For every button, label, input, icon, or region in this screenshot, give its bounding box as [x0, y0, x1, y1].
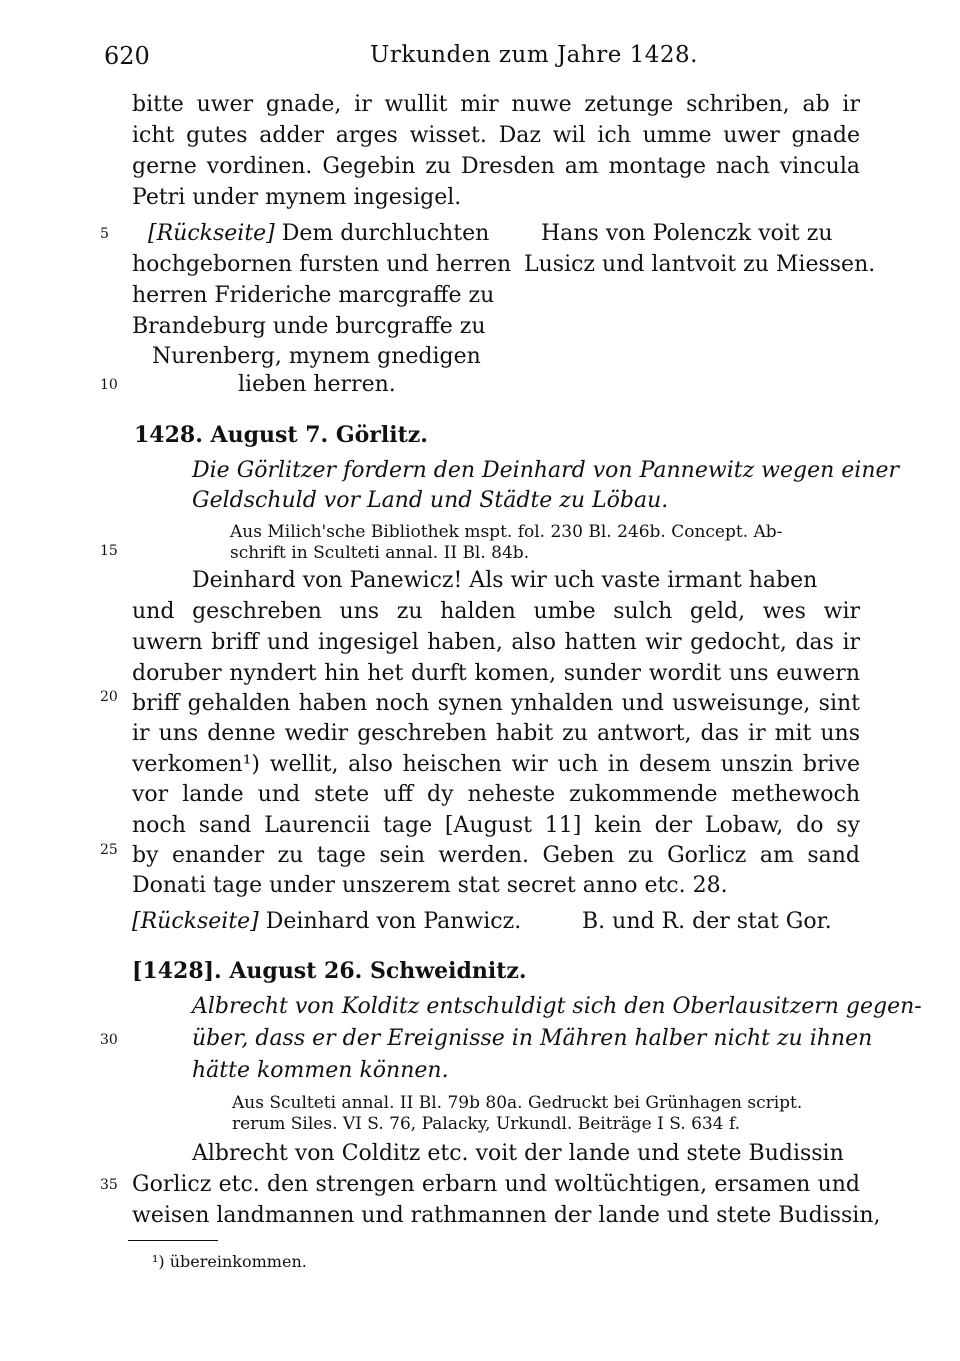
document-summary: Die Görlitzer fordern den Deinhard von Pannewitz wegen einer	[192, 458, 900, 483]
text-line: gerne vordinen. Gegebin zu Dresden am montage nach vincula	[132, 154, 860, 179]
address-line: [Rückseite] Dem durchluchten	[148, 221, 490, 246]
address-line: herren Frideriche marcgraffe zu	[132, 283, 495, 308]
line-number: 15	[100, 543, 118, 559]
line-number: 25	[100, 842, 118, 858]
document-heading: 1428. August 7. Görlitz.	[134, 422, 428, 448]
text-line: weisen landmannen und rathmannen der lande und stete Budissin,	[132, 1203, 881, 1228]
footnote-rule	[128, 1240, 218, 1241]
text-line: icht gutes adder arges wisset. Daz wil ich umme uwer gnade	[132, 123, 860, 148]
footnote: ¹) übereinkommen.	[152, 1252, 307, 1271]
running-title: Urkunden zum Jahre 1428.	[370, 42, 698, 68]
line-number: 20	[100, 689, 118, 705]
text-line: Petri under mynem ingesigel.	[132, 185, 462, 210]
text-line: vor lande und stete uff dy neheste zukommende methewoch	[132, 782, 860, 807]
text-line: und geschreben uns zu halden umbe sulch geld, wes wir	[132, 599, 860, 624]
endorsement-line: [Rückseite] Deinhard von Panwicz.	[132, 909, 522, 934]
page-number: 620	[104, 42, 150, 70]
source-note: Aus Milich'sche Bibliothek mspt. fol. 230 Bl. 246b. Concept. Ab-	[230, 522, 783, 542]
text-line: noch sand Laurencii tage [August 11] kein der Lobaw, do sy	[132, 813, 860, 838]
line-number: 30	[100, 1032, 118, 1048]
document-summary: Geldschuld vor Land und Städte zu Löbau.	[192, 488, 669, 513]
source-note: rerum Siles. VI S. 76, Palacky, Urkundl. Beiträge I S. 634 f.	[232, 1114, 741, 1134]
document-summary: Albrecht von Kolditz entschuldigt sich den Oberlausitzern gegen-	[192, 994, 922, 1019]
text-line: ir uns denne wedir geschreben habit zu antwort, das ir mit uns	[132, 721, 860, 746]
text-line: verkomen¹) wellit, also heischen wir uch in desem unszin brive	[132, 752, 860, 777]
address-line: Brandeburg unde burcgraffe zu	[132, 314, 486, 339]
text-line: Deinhard von Panewicz! Als wir uch vaste irmant haben	[192, 568, 818, 593]
source-note: schrift in Sculteti annal. II Bl. 84b.	[230, 543, 530, 563]
text-line: doruber nyndert hin het durft komen, sunder wordit uns euwern	[132, 661, 860, 686]
line-number: 35	[100, 1177, 118, 1193]
source-note: Aus Sculteti annal. II Bl. 79b 80a. Gedruckt bei Grünhagen script.	[232, 1093, 803, 1113]
address-line: lieben herren.	[238, 372, 396, 397]
document-summary: über, dass er der Ereignisse in Mähren halber nicht zu ihnen	[192, 1026, 873, 1051]
document-summary: hätte kommen können.	[192, 1058, 449, 1083]
text-line: Gorlicz etc. den strengen erbarn und woltüchtigen, ersamen und	[132, 1172, 860, 1197]
address-line: Nurenberg, mynem gnedigen	[152, 344, 481, 369]
text-line: by enander zu tage sein werden. Geben zu Gorlicz am sand	[132, 843, 860, 868]
document-heading: [1428]. August 26. Schweidnitz.	[132, 958, 527, 984]
line-number: 10	[100, 377, 118, 393]
endorsement-marker: [Rückseite]	[148, 221, 275, 246]
address-line: hochgebornen fursten und herren	[132, 252, 512, 277]
signature-line: Hans von Polenczk voit zu	[541, 221, 833, 246]
text-line: uwern briff und ingesigel haben, also hatten wir gedocht, das ir	[132, 630, 860, 655]
endorsement-marker: [Rückseite]	[132, 909, 259, 934]
text-line: briff gehalden haben noch synen ynhalden und usweisunge, sint	[132, 691, 860, 716]
text-line: Donati tage under unszerem stat secret anno etc. 28.	[132, 873, 728, 898]
text-line: bitte uwer gnade, ir wullit mir nuwe zetunge schriben, ab ir	[132, 92, 860, 117]
signature-line: Lusicz und lantvoit zu Miessen.	[524, 252, 876, 277]
line-number: 5	[100, 226, 109, 242]
endorsement-right: B. und R. der stat Gor.	[582, 909, 832, 934]
text-line: Albrecht von Colditz etc. voit der lande und stete Budissin	[192, 1141, 844, 1166]
